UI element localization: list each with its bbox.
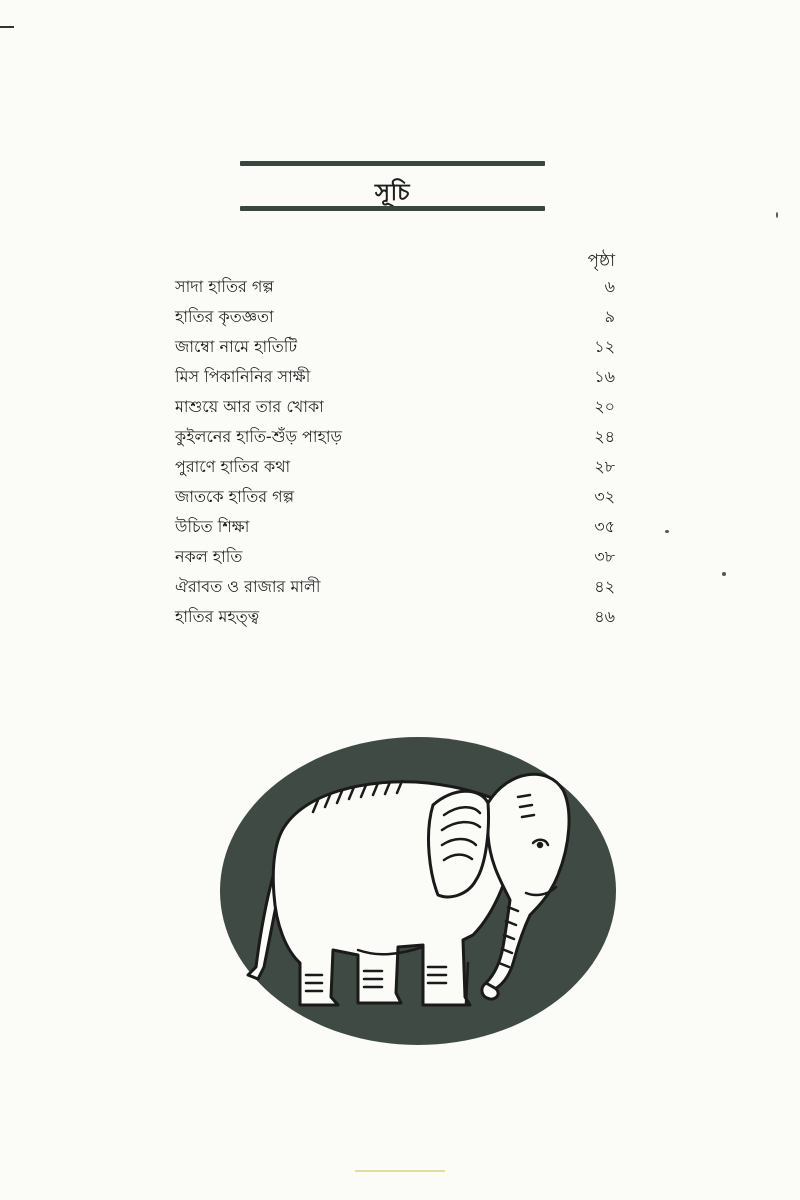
toc-entry-title: জাতকে হাতির গল্প xyxy=(175,487,295,506)
toc-entry-title: মিস পিকানিনির সাক্ষী xyxy=(175,367,311,386)
toc-entry xyxy=(175,571,615,601)
elephant-icon xyxy=(218,735,618,1047)
toc-entry xyxy=(175,391,615,421)
toc-entry xyxy=(175,301,615,331)
toc-entry-page: ৩৮ xyxy=(594,547,615,566)
toc-entry-title: সাদা হাতির গল্প xyxy=(175,277,274,296)
toc-entry-title: মাশুয়ে আর তার খোকা xyxy=(175,397,324,416)
toc-entry xyxy=(175,481,615,511)
elephant-illustration xyxy=(218,735,618,1051)
toc-entry-page: ৪৬ xyxy=(594,607,615,626)
toc-entry-title: হাতির কৃতজ্ঞতা xyxy=(175,307,274,326)
page-column-header: পৃষ্ঠা xyxy=(587,251,615,271)
toc-entry xyxy=(175,511,615,541)
toc-entry-page: ৩৫ xyxy=(594,517,615,536)
table-of-contents xyxy=(175,271,615,631)
toc-entry-title: জাম্বো নামে হাতিটি xyxy=(175,337,298,356)
title-rule-top xyxy=(240,161,545,166)
toc-entry-page: ১২ xyxy=(594,337,615,356)
speck xyxy=(665,530,669,533)
speck xyxy=(722,572,726,576)
toc-entry-page: ১৬ xyxy=(594,367,615,386)
toc-entry xyxy=(175,361,615,391)
toc-entry-title: নকল হাতি xyxy=(175,547,243,566)
toc-entry-title: পুরাণে হাতির কথা xyxy=(175,457,291,476)
toc-entry xyxy=(175,541,615,571)
toc-entry xyxy=(175,331,615,361)
toc-entry-page: ৩২ xyxy=(594,487,615,506)
toc-entry xyxy=(175,601,615,631)
toc-entry-title: উচিত শিক্ষা xyxy=(175,517,250,536)
toc-entry-title: হাতির মহত্ত্ব xyxy=(175,607,260,626)
toc-entry-title: কুইলনের হাতি-শুঁড় পাহাড় xyxy=(175,427,342,446)
toc-entry-title: ঐরাবত ও রাজার মালী xyxy=(175,577,321,596)
toc-entry-page: ৯ xyxy=(604,307,615,326)
toc-entry xyxy=(175,421,615,451)
toc-title: সূচি xyxy=(374,180,411,206)
toc-entry xyxy=(175,451,615,481)
toc-entry-page: ৪২ xyxy=(594,577,615,596)
speck xyxy=(776,212,778,218)
page-edge-mark xyxy=(0,26,14,28)
page-bottom-mark xyxy=(355,1170,445,1172)
toc-entry-page: ২৮ xyxy=(594,457,615,476)
toc-entry xyxy=(175,271,615,301)
toc-entry-page: ২০ xyxy=(594,397,615,416)
toc-entry-page: ৬ xyxy=(604,277,615,296)
toc-entry-page: ২৪ xyxy=(594,427,615,446)
title-rule-bottom xyxy=(240,206,545,211)
